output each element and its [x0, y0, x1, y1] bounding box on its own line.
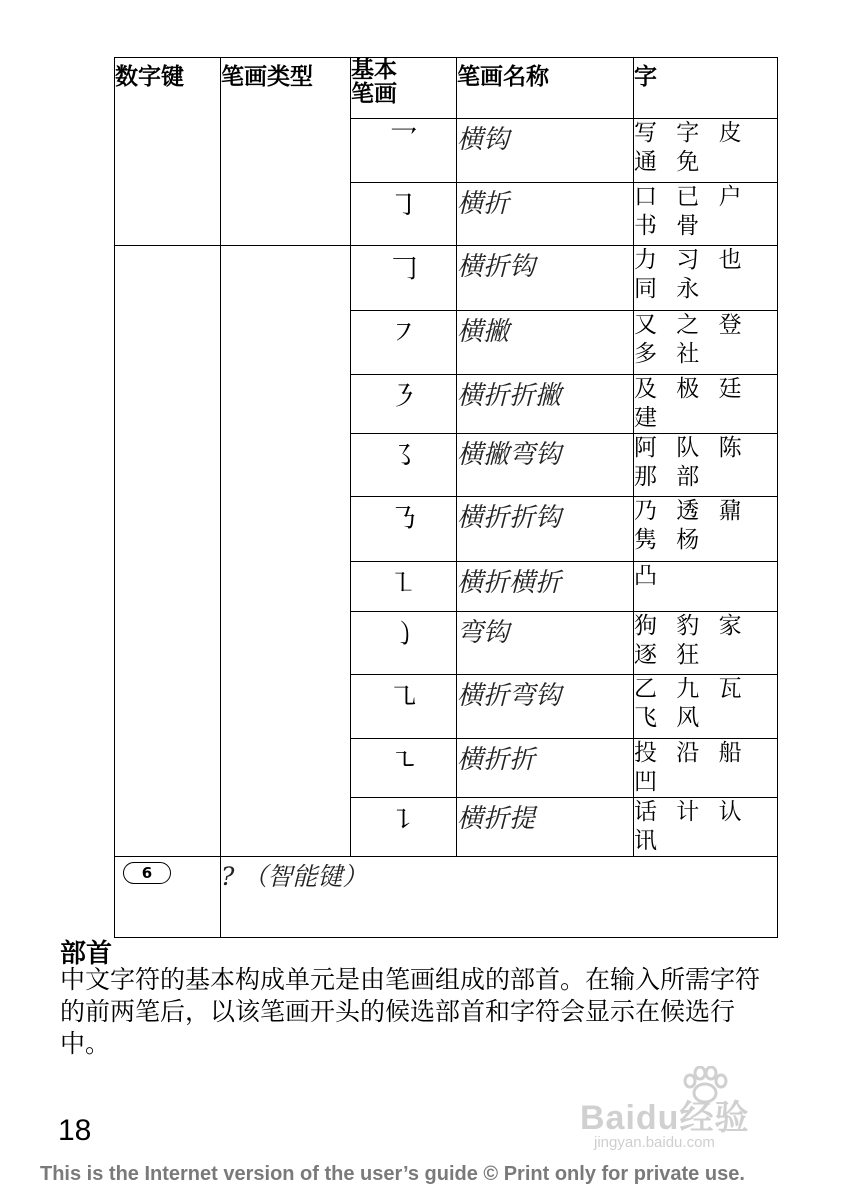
header-stroke-name: 笔画名称 [457, 58, 634, 119]
stroke-glyph: 乛 [351, 119, 457, 183]
stroke-glyph: ㇇ [351, 311, 457, 375]
stroke-name: 横折提 [457, 798, 634, 857]
stroke-glyph: 𠃌 [351, 246, 457, 311]
header-basic-stroke-line1: 基本 [351, 57, 397, 83]
watermark-main: Baidu经验 [580, 1099, 750, 1137]
example-chars: 写 字 皮 通 免 [634, 119, 778, 183]
key-6-icon: 6 [123, 862, 171, 884]
smart-key-cell [115, 857, 221, 938]
stroke-name: 弯钩 [457, 612, 634, 675]
example-chars: 力 习 也 同 永 [634, 246, 778, 311]
example-chars: 又 之 登 多 社 [634, 311, 778, 375]
stroke-name: 横钩 [457, 119, 634, 183]
stroke-glyph: ㇌ [351, 434, 457, 497]
page-number: 18 [58, 1114, 92, 1147]
stroke-glyph: ㇋ [351, 375, 457, 434]
example-chars: 阿 队 陈 那 部 [634, 434, 778, 497]
example-chars: 凸 [634, 562, 778, 612]
stroke-glyph: ㇆ [351, 183, 457, 246]
empty-key-cell [115, 246, 221, 857]
footer-notice: This is the Internet version of the user’s guide © Print only for private use. [40, 1163, 745, 1185]
stroke-glyph: ㇁ [351, 612, 457, 675]
empty-type-cell [221, 246, 351, 857]
stroke-name: 横折折 [457, 739, 634, 798]
example-chars: 投 沿 船 凹 [634, 739, 778, 798]
stroke-name: 横撇弯钩 [457, 434, 634, 497]
stroke-glyph: ㇊ [351, 798, 457, 857]
example-chars: 乙 九 瓦 飞 风 [634, 675, 778, 739]
stroke-name: 横撇 [457, 311, 634, 375]
stroke-name: 横折折撇 [457, 375, 634, 434]
stroke-table [114, 57, 778, 938]
stroke-glyph: ㇅ [351, 562, 457, 612]
header-chars: 字 [634, 58, 778, 119]
stroke-name: 横折弯钩 [457, 675, 634, 739]
stroke-glyph: ㇈ [351, 675, 457, 739]
stroke-name: 横折折钩 [457, 497, 634, 562]
header-stroke-type: 笔画类型 [221, 58, 351, 246]
section-title: 部首 [60, 939, 113, 969]
stroke-name: 横折横折 [457, 562, 634, 612]
example-chars: 乃 透 鼐 隽 杨 [634, 497, 778, 562]
watermark-url: jingyan.baidu.com [594, 1134, 715, 1151]
stroke-name: 横折 [457, 183, 634, 246]
header-number-key: 数字键 [115, 58, 221, 246]
smart-key-description: ? （智能键） [221, 857, 778, 938]
example-chars: 狗 豹 家 逐 狂 [634, 612, 778, 675]
header-basic-stroke [351, 58, 457, 119]
baidu-watermark [580, 1062, 810, 1162]
stroke-glyph: ㇍ [351, 739, 457, 798]
example-chars: 及 极 廷 建 [634, 375, 778, 434]
stroke-glyph: ㇡ [351, 497, 457, 562]
section-body: 中文字符的基本构成单元是由笔画组成的部首。在输入所需字符的前两笔后，以该笔画开头的候选部首和字符会显示在候选行中。 [60, 965, 761, 1058]
example-chars: 口 已 户 书 骨 [634, 183, 778, 246]
example-chars: 话 计 认 讯 [634, 798, 778, 857]
stroke-name: 横折钩 [457, 246, 634, 311]
header-basic-stroke-line2: 笔画 [351, 81, 397, 107]
